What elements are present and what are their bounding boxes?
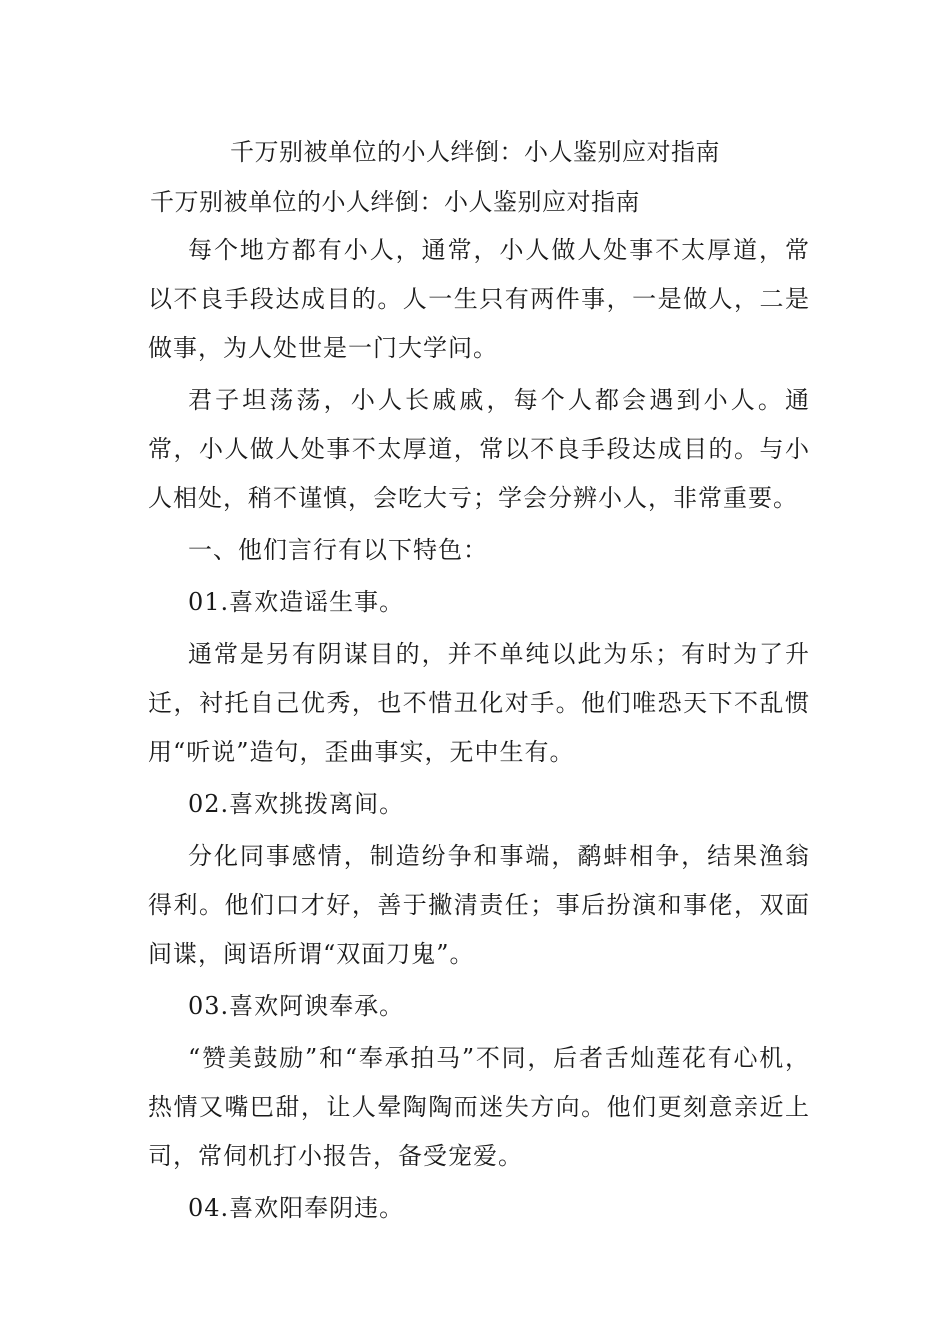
paragraph-gentleman: 君子坦荡荡，小人长戚戚，每个人都会遇到小人。通常，小人做人处事不太厚道，常以不良手段达成目的。与小人相处，稍不谨慎，会吃大亏；学会分辨小人，非常重要。: [148, 386, 810, 512]
document-subtitle: 千万别被单位的小人绊倒：小人鉴别应对指南: [150, 188, 640, 216]
document-body: [148, 226, 810, 1236]
item-body-03: “赞美鼓励”和“奉承拍马”不同，后者舌灿莲花有心机，热情又嘴巴甜，让人晕陶陶而迷失方向。他们更刻意亲近上司，常伺机打小报告，备受宠爱。: [148, 1044, 810, 1170]
item-heading-01: 01.喜欢造谣生事。: [188, 588, 405, 616]
item-heading-03: 03.喜欢阿谀奉承。: [188, 992, 405, 1020]
item-body-02: 分化同事感情，制造纷争和事端，鹬蚌相争，结果渔翁得利。他们口才好，善于撇清责任；事后扮演和事佬，双面间谍，闽语所谓“双面刀鬼”。: [148, 842, 810, 968]
item-body-01: 通常是另有阴谋目的，并不单纯以此为乐；有时为了升迁，衬托自己优秀，也不惜丑化对手。他们唯恐天下不乱惯用“听说”造句，歪曲事实，无中生有。: [148, 640, 810, 766]
document-title: 千万别被单位的小人绊倒：小人鉴别应对指南: [230, 138, 720, 166]
paragraph-intro: 每个地方都有小人，通常，小人做人处事不太厚道，常以不良手段达成目的。人一生只有两件事，一是做人，二是做事，为人处世是一门大学问。: [148, 236, 810, 362]
item-heading-04: 04.喜欢阳奉阴违。: [188, 1194, 405, 1222]
item-heading-02: 02.喜欢挑拨离间。: [188, 790, 405, 818]
section-heading: 一、他们言行有以下特色：: [188, 536, 488, 564]
